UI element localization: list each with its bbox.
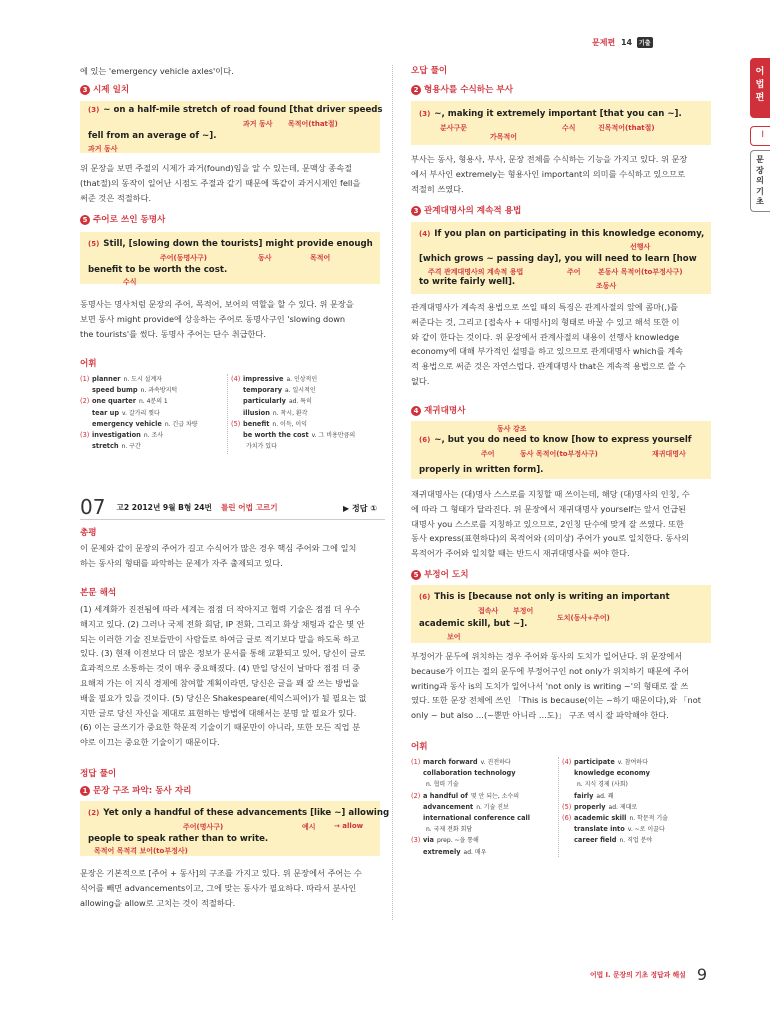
- annotation: 과거 동사: [88, 145, 118, 153]
- paragraph-tense: [80, 161, 385, 205]
- annotation: 가목적어: [490, 133, 518, 141]
- text-line: 적절히 쓰였다.: [411, 183, 464, 194]
- example-r4-line3: to write fairly well].: [419, 277, 516, 287]
- text-line: the tourists'를 썼다. 동명사 주어는 단수 취급한다.: [80, 328, 266, 339]
- vocab-item: [80, 408, 225, 419]
- annotation: 분사구문: [440, 124, 468, 132]
- vocab-list: [80, 374, 225, 452]
- annotation: 재귀대명사: [652, 450, 686, 458]
- vocab-meaning: n. 학문적 기술: [629, 815, 668, 823]
- vocab-meaning: ad. 꽤: [596, 792, 614, 800]
- example-r6-line1: [419, 435, 692, 445]
- example-number: (4): [419, 230, 431, 238]
- vocab-item: [231, 408, 386, 419]
- annotation: 목적어 목적격 보어(to부정사): [94, 847, 188, 855]
- side-tab-roman[interactable]: [750, 126, 770, 146]
- annotation: 선행사: [630, 243, 651, 251]
- annotation: 동사 목적어(to부정사구): [520, 450, 598, 458]
- vocab-item: [562, 791, 712, 802]
- vocab-meaning: a. 인상적인: [286, 376, 318, 383]
- vocab-number: (2): [80, 397, 90, 406]
- side-tab-grammar-label: 어법편: [755, 67, 765, 103]
- vocab-list: [562, 757, 712, 847]
- example-number: (5): [88, 240, 100, 248]
- summary-title: 총평: [80, 528, 97, 538]
- footer-page-number: 9: [696, 965, 708, 984]
- side-tab-roman-label: I: [761, 130, 764, 140]
- vocab-word: benefit: [243, 419, 270, 428]
- vocab-item: [562, 802, 712, 813]
- example-r3-line1: [419, 109, 682, 119]
- example-number: (6): [419, 436, 431, 444]
- annotation: 진목적어(that절): [598, 124, 655, 132]
- vocab-meaning: v. ~로 이끌다: [627, 826, 665, 834]
- vocab-number: (5): [231, 419, 241, 428]
- annotation: 본동사 목적어(to부정사구): [598, 268, 683, 276]
- text-line: 재귀대명사는 (대)명사 스스로를 지칭할 때 쓰이는데, 해당 (대)명사의 인칭, 수: [411, 489, 690, 499]
- example-text: ~, making it extremely important [that you can ~].: [434, 109, 682, 119]
- vocab-number: (3): [80, 431, 90, 440]
- vocab-word: emergency vehicle: [92, 419, 162, 428]
- annotation: 예시: [302, 823, 316, 831]
- text-line: 없다.: [411, 375, 430, 386]
- section-title: 문장 구조 파악: 동사 자리: [93, 786, 192, 796]
- example-5-line2: benefit to be worth the cost.: [88, 265, 228, 275]
- vocab-meaning: prep. ~을 통해: [437, 837, 479, 845]
- section-inversion: [411, 568, 469, 580]
- question-source: 고2 2012년 9월 B형 24번: [116, 503, 212, 512]
- vocab-item: [80, 374, 225, 385]
- text-line: 해지고 있다. (2) 그러나 국제 전화 회담, IP 전화, 그리고 화상 채팅과 같은 몇 안: [80, 618, 365, 629]
- annotation: 조동사: [596, 282, 617, 290]
- section-number: 5: [411, 570, 421, 580]
- annotation: 동사 강조: [497, 425, 527, 433]
- text-line: (that절)의 동작이 일어난 시점도 주절과 같기 때문에 똑같이 과거시제인 fell을: [80, 177, 361, 188]
- vocab-word: career field: [574, 836, 617, 845]
- text-line: 관계대명사가 계속적 용법으로 쓰일 때의 특징은 관계사절의 앞에 콤마(,)를: [411, 302, 679, 312]
- section-reflexive: [411, 404, 466, 416]
- vocab-list: [231, 374, 386, 452]
- text-line: because가 이끄는 절의 문두에 부정어구인 not only가 위치하기 때문에 주어: [411, 665, 690, 676]
- paragraph-structure: [80, 866, 385, 910]
- text-line: 대명사 you 스스로를 지칭하고 있으므로, 2인칭 단수에 맞게 잘 쓰였다. 또한: [411, 518, 684, 529]
- text-line: 부정어가 문두에 위치하는 경우 주어와 동사의 도치가 일어난다. 위 문장에서: [411, 651, 683, 661]
- vocab-meaning: n. 지식 경제 (사회): [577, 781, 628, 789]
- vocab-word: tear up: [92, 408, 120, 417]
- vocab-word: one quarter: [92, 397, 136, 406]
- vocab-meaning: 가치가 있다: [246, 443, 277, 451]
- text-line: 에서 부사인 extremely는 형용사인 important의 의미를 수식하고 있으므로: [411, 168, 685, 179]
- vocab-word: collaboration technology: [423, 769, 516, 778]
- text-line: 식어를 빼면 advancements이고, 그에 맞는 동사가 필요하다. 따라서 분사인: [80, 882, 357, 893]
- vocab-item: [411, 802, 556, 813]
- section-number: 3: [80, 85, 90, 95]
- vocab-title: 어휘: [411, 742, 428, 752]
- section-number: 1: [80, 786, 90, 796]
- vocab-item: [80, 396, 225, 407]
- example-number: (6): [419, 593, 431, 601]
- translation-text: [80, 602, 385, 750]
- question-type: 틀린 어법 고르기: [220, 503, 278, 512]
- intro-line: 에 있는 'emergency vehicle axles'이다.: [80, 66, 234, 76]
- vocab-meaning: v. 갈가리 찢다: [122, 409, 160, 417]
- vocab-word: academic skill: [574, 814, 627, 823]
- page-header: [592, 37, 653, 48]
- vocab-meaning: ad. 매우: [463, 848, 487, 856]
- text-line: 지만 글로 당신 자신을 제대로 표현하는 방법에 대해서는 분명 알 필요가 있다.: [80, 707, 357, 718]
- vocab-meaning: v. 참여하다: [617, 759, 648, 766]
- paragraph-gerund: [80, 297, 385, 341]
- vocab-word: march forward: [423, 758, 478, 766]
- text-line: 있다. (3) 현재 이전보다 더 많은 정보가 문서를 통해 교환되고 있어, 당신이 글로: [80, 648, 366, 659]
- example-r6b-line1: [419, 592, 670, 602]
- vocab-number: (5): [562, 802, 572, 811]
- example-2-line2: people to speak rather than to write.: [88, 834, 269, 844]
- vocab-meaning: n. 이득, 이익: [272, 420, 308, 428]
- vocab-item: [231, 396, 386, 407]
- vocab-item: [80, 385, 225, 396]
- vocab-item: [411, 847, 556, 858]
- vocab-item: [411, 791, 556, 802]
- vocab-word: temporary: [243, 386, 282, 395]
- annotation: 수식: [562, 124, 576, 132]
- vocab-number: (1): [80, 375, 90, 383]
- example-r4-line1: [419, 229, 704, 239]
- vocab-item: [411, 824, 556, 835]
- vocab-meaning: n. 4분의 1: [138, 398, 168, 406]
- vocab-meaning: n. 긴급 차량: [164, 420, 198, 428]
- vocab-item: [80, 430, 225, 441]
- vocab-meaning: n. 국제 전화 회담: [426, 826, 473, 834]
- example-number: (3): [419, 110, 431, 118]
- vocab-word: be worth the cost: [243, 431, 309, 440]
- vocab-meaning: a. 일시적인: [285, 387, 316, 395]
- section-adverb: [411, 83, 513, 95]
- text-line: 이 문제와 같이 문장의 주어가 길고 수식어가 많은 경우 핵심 주어와 그에 일치: [80, 543, 357, 553]
- text-line: 목적어가 주어와 일치할 때는 반드시 재귀대명사를 써야 한다.: [411, 548, 630, 559]
- solution-title: 정답 풀이: [80, 769, 117, 779]
- vocab-word: participate: [574, 758, 615, 766]
- vocab-meaning: 몇 안 되는, 소수의: [470, 792, 520, 800]
- vocab-item: [562, 835, 712, 846]
- annotation: 주어: [567, 268, 581, 276]
- annotation: 주어: [481, 450, 495, 458]
- text-line: 위 문장을 보면 주절의 시제가 과거(found)임을 알 수 있는데, 문맥상 종속절: [80, 163, 353, 173]
- vocab-item: [411, 813, 556, 824]
- text-line: 요해져 가는 이 지식 경제에 참여할 계획이라면, 당신은 글을 꽤 잘 쓰는 방법을: [80, 677, 360, 688]
- vocab-number: (4): [562, 758, 572, 766]
- section-relative-pronoun: [411, 204, 521, 216]
- vocab-meaning: n. 기술 진보: [476, 803, 509, 811]
- vocab-divider: [227, 374, 228, 454]
- vocab-word: impressive: [243, 375, 284, 383]
- vocab-word: a handful of: [423, 791, 468, 800]
- side-tab-basics-label: 문장의 기초: [756, 155, 764, 206]
- vocab-word: properly: [574, 802, 606, 811]
- text-line: 적 용법으로 써준 것은 자연스럽다. 관계대명사 that은 계속적 용법으로 쓸 수: [411, 361, 686, 372]
- text-line: 였다. 또한 문장 전체에 쓰인 「This is because(이는 ~하기 때문이다),와 「not: [411, 695, 701, 706]
- text-line: economy에 대해 부가적인 설명을 하고 있으므로 관계대명사 which를 계속: [411, 346, 684, 357]
- annotation: 부정어: [513, 607, 534, 615]
- page-footer: [590, 965, 707, 984]
- section-number: 2: [411, 85, 421, 95]
- example-3-line1: [88, 105, 383, 115]
- vocab-item: [231, 430, 386, 441]
- text-line: (6) 이는 글쓰기가 중요한 학문적 기술이기 때문만이 아니라, 또한 모든 직업 분: [80, 722, 361, 733]
- question-header: [80, 495, 385, 520]
- text-line: 부사는 동사, 형용사, 부사, 문장 전체를 수식하는 기능을 가지고 있다. 위 문장: [411, 154, 688, 164]
- vocab-meaning: ad. 특히: [288, 398, 312, 406]
- annotation: 주어(동명사구): [160, 254, 207, 262]
- section-number: 3: [411, 206, 421, 216]
- vocab-item: [562, 768, 712, 779]
- vocab-item: [562, 813, 712, 824]
- text-line: 써준 것은 적절하다.: [80, 192, 152, 203]
- answer-label: ▶ 정답 ①: [343, 504, 377, 513]
- vocab-number: (3): [411, 836, 421, 845]
- example-r6b-line2: academic skill, but ~].: [419, 619, 528, 629]
- vocab-meaning: n. 도시 설계자: [123, 376, 163, 383]
- section-title: 관계대명사의 계속적 용법: [424, 206, 522, 216]
- text-line: only ~ but also …(~뿐만 아니라 …도)」 구조 역시 잘 파악해야 한다.: [411, 710, 669, 721]
- header-page: 14: [620, 38, 633, 47]
- brand-logo: 기출: [637, 37, 653, 48]
- vocab-number: (1): [411, 758, 421, 766]
- text-line: 에 따라 그 형태가 달라진다. 위 문장에서 재귀대명사 yourself는 앞서 언급된: [411, 503, 687, 514]
- section-number: 4: [411, 406, 421, 416]
- text-line: 효과적으로 소통하는 것이 매우 중요해졌다. (4) 만일 당신이 날마다 점점 더 중: [80, 663, 361, 674]
- vocab-item: [411, 835, 556, 846]
- vocab-item: [231, 419, 386, 430]
- vocab-number: (6): [562, 814, 572, 823]
- vocab-item: [231, 385, 386, 396]
- header-section: 문제편: [592, 38, 616, 47]
- paragraph-inversion: [411, 649, 716, 723]
- annotation: 수식: [123, 278, 137, 286]
- vocab-word: international conference call: [423, 814, 531, 823]
- section-title: 주어로 쓰인 동명사: [93, 215, 166, 225]
- vocab-word: fairly: [574, 791, 594, 800]
- annotation: 동사: [258, 254, 272, 262]
- paragraph-reflexive: [411, 487, 716, 561]
- example-number: (3): [88, 106, 100, 114]
- example-number: (2): [88, 809, 100, 817]
- vocab-word: speed bump: [92, 386, 138, 395]
- vocab-title: 어휘: [80, 359, 97, 369]
- text-line: 와 같이 한다는 것이다. 위 문장에서 관계사절의 내용이 선행사 knowledge: [411, 331, 680, 342]
- annotation: 주격 관계대명사의 계속적 용법: [428, 268, 524, 276]
- vocab-list: [411, 757, 556, 858]
- example-text: Yet only a handful of these advancements [like ~] allowing: [103, 808, 390, 818]
- section-title: 재귀대명사: [424, 406, 466, 416]
- footer-text: 어법 I. 문장의 기초 정답과 해설: [590, 971, 686, 979]
- text-line: writing과 동사 is의 도치가 일어나서 'not only is writing ~'의 형태로 잘 쓰: [411, 680, 689, 691]
- example-text: This is [because not only is writing an important: [434, 592, 670, 602]
- vocab-item: [562, 824, 712, 835]
- text-line: 야로 이끄는 중요한 기술이기 때문이다.: [80, 737, 220, 748]
- annotation: 목적어: [310, 254, 331, 262]
- section-sentence-structure: [80, 784, 191, 796]
- vocab-word: stretch: [92, 442, 119, 451]
- vocab-item: [80, 419, 225, 430]
- vocab-item: [411, 768, 556, 779]
- vocab-word: illusion: [243, 408, 270, 417]
- vocab-word: knowledge economy: [574, 769, 650, 778]
- wrong-answer-title: 오답 풀이: [411, 66, 448, 76]
- annotation: 과거 동사: [243, 120, 273, 128]
- annotation: 접속사: [478, 607, 499, 615]
- vocab-meaning: n. 착시, 환각: [272, 409, 308, 417]
- vocab-item: [562, 779, 712, 790]
- vocab-item: [411, 757, 556, 768]
- vocab-item: [231, 374, 386, 385]
- section-gerund-subject: [80, 213, 165, 225]
- annotation: 주어(명사구): [183, 823, 224, 831]
- paragraph-adverb: [411, 152, 716, 196]
- section-title: 형용사를 수식하는 부사: [424, 85, 513, 95]
- vocab-word: investigation: [92, 431, 141, 440]
- vocab-word: translate into: [574, 825, 625, 834]
- example-5-line1: [88, 239, 373, 249]
- vocab-word: planner: [92, 375, 121, 383]
- example-r4-line2: [which grows ~ passing day], you will need to learn [how: [419, 254, 697, 264]
- vocab-meaning: v. 진전하다: [480, 759, 511, 766]
- section-title: 시제 일치: [93, 85, 130, 95]
- section-tense-agreement: [80, 83, 129, 95]
- text-line: 동사 express(표현하다)의 목적어와 (의미상) 주어가 you로 일치한다. 동사의: [411, 533, 690, 544]
- vocab-word: particularly: [243, 397, 286, 406]
- vocab-word: advancement: [423, 802, 474, 811]
- vocab-item: [231, 441, 386, 452]
- text-line: allowing을 allow로 고치는 것이 적절하다.: [80, 897, 236, 908]
- paragraph-relative: [411, 300, 716, 389]
- vocab-divider: [558, 757, 559, 857]
- text-line: 되는 이러한 기술 진보들만이 사람들로 하여금 글로 적기보다 말을 하도록 하고: [80, 633, 360, 644]
- vocab-number: (2): [411, 791, 421, 800]
- example-text: Still, [slowing down the tourists] might provide enough: [103, 239, 373, 249]
- example-text: ~ on a half-mile stretch of road found [that driver speeds: [103, 105, 383, 115]
- summary-text: [80, 541, 385, 571]
- annotation: 도치(동사+주어): [557, 614, 610, 622]
- question-number: 07: [80, 495, 106, 519]
- example-r6-line2: properly in written form].: [419, 465, 544, 475]
- vocab-meaning: n. 직업 분야: [619, 837, 653, 845]
- vocab-word: via: [423, 836, 435, 845]
- vocab-item: [562, 757, 712, 768]
- vocab-item: [411, 779, 556, 790]
- example-2-line1: [88, 808, 389, 818]
- text-line: 배울 필요가 있을 것이다. (5) 당신은 Shakespeare(셰익스피어)가 될 필요는 없: [80, 692, 367, 703]
- example-text: ~, but you do need to know [how to express yourself: [434, 435, 692, 445]
- column-divider: [392, 65, 393, 920]
- example-3-line2: fell from an average of ~].: [88, 131, 217, 141]
- vocab-word: extremely: [423, 847, 461, 856]
- annotation: 목적어(that절): [288, 120, 338, 128]
- text-line: 동명사는 명사처럼 문장의 주어, 목적어, 보어의 역할을 할 수 있다. 위 문장을: [80, 299, 354, 309]
- text-line: 써준다는 것, 그리고 [접속사 + 대명사]의 형태로 바꿀 수 있고 해석 또한 이: [411, 316, 680, 327]
- section-number: 5: [80, 215, 90, 225]
- text-line: (1) 세계화가 진전됨에 따라 세계는 점점 더 작아지고 협력 기술은 점점 더 우수: [80, 604, 361, 614]
- vocab-meaning: n. 협력 기술: [426, 781, 459, 789]
- annotation: 보어: [447, 633, 461, 641]
- vocab-number: (4): [231, 375, 241, 383]
- text-line: 하는 동사의 형태를 파악하는 문제가 자주 출제되고 있다.: [80, 557, 283, 568]
- translation-title: 본문 해석: [80, 588, 117, 598]
- section-title: 부정어 도치: [424, 570, 469, 580]
- vocab-meaning: ad. 제대로: [608, 803, 638, 811]
- text-line: 문장은 기본적으로 [주어 + 동사]의 구조를 가지고 있다. 위 문장에서 주어는 수: [80, 868, 362, 878]
- vocab-meaning: n. 과속방지턱: [140, 387, 178, 395]
- vocab-meaning: v. 그 비용만큼의: [311, 432, 356, 440]
- example-text: If you plan on participating in this knowledge economy,: [434, 229, 705, 239]
- vocab-meaning: n. 조사: [143, 432, 164, 440]
- text-line: 보면 동사 might provide에 상응하는 주어로 동명사구인 'slowing down: [80, 313, 346, 324]
- annotation: → allow: [334, 822, 364, 830]
- vocab-meaning: n. 구간: [121, 443, 141, 451]
- vocab-item: [80, 441, 225, 452]
